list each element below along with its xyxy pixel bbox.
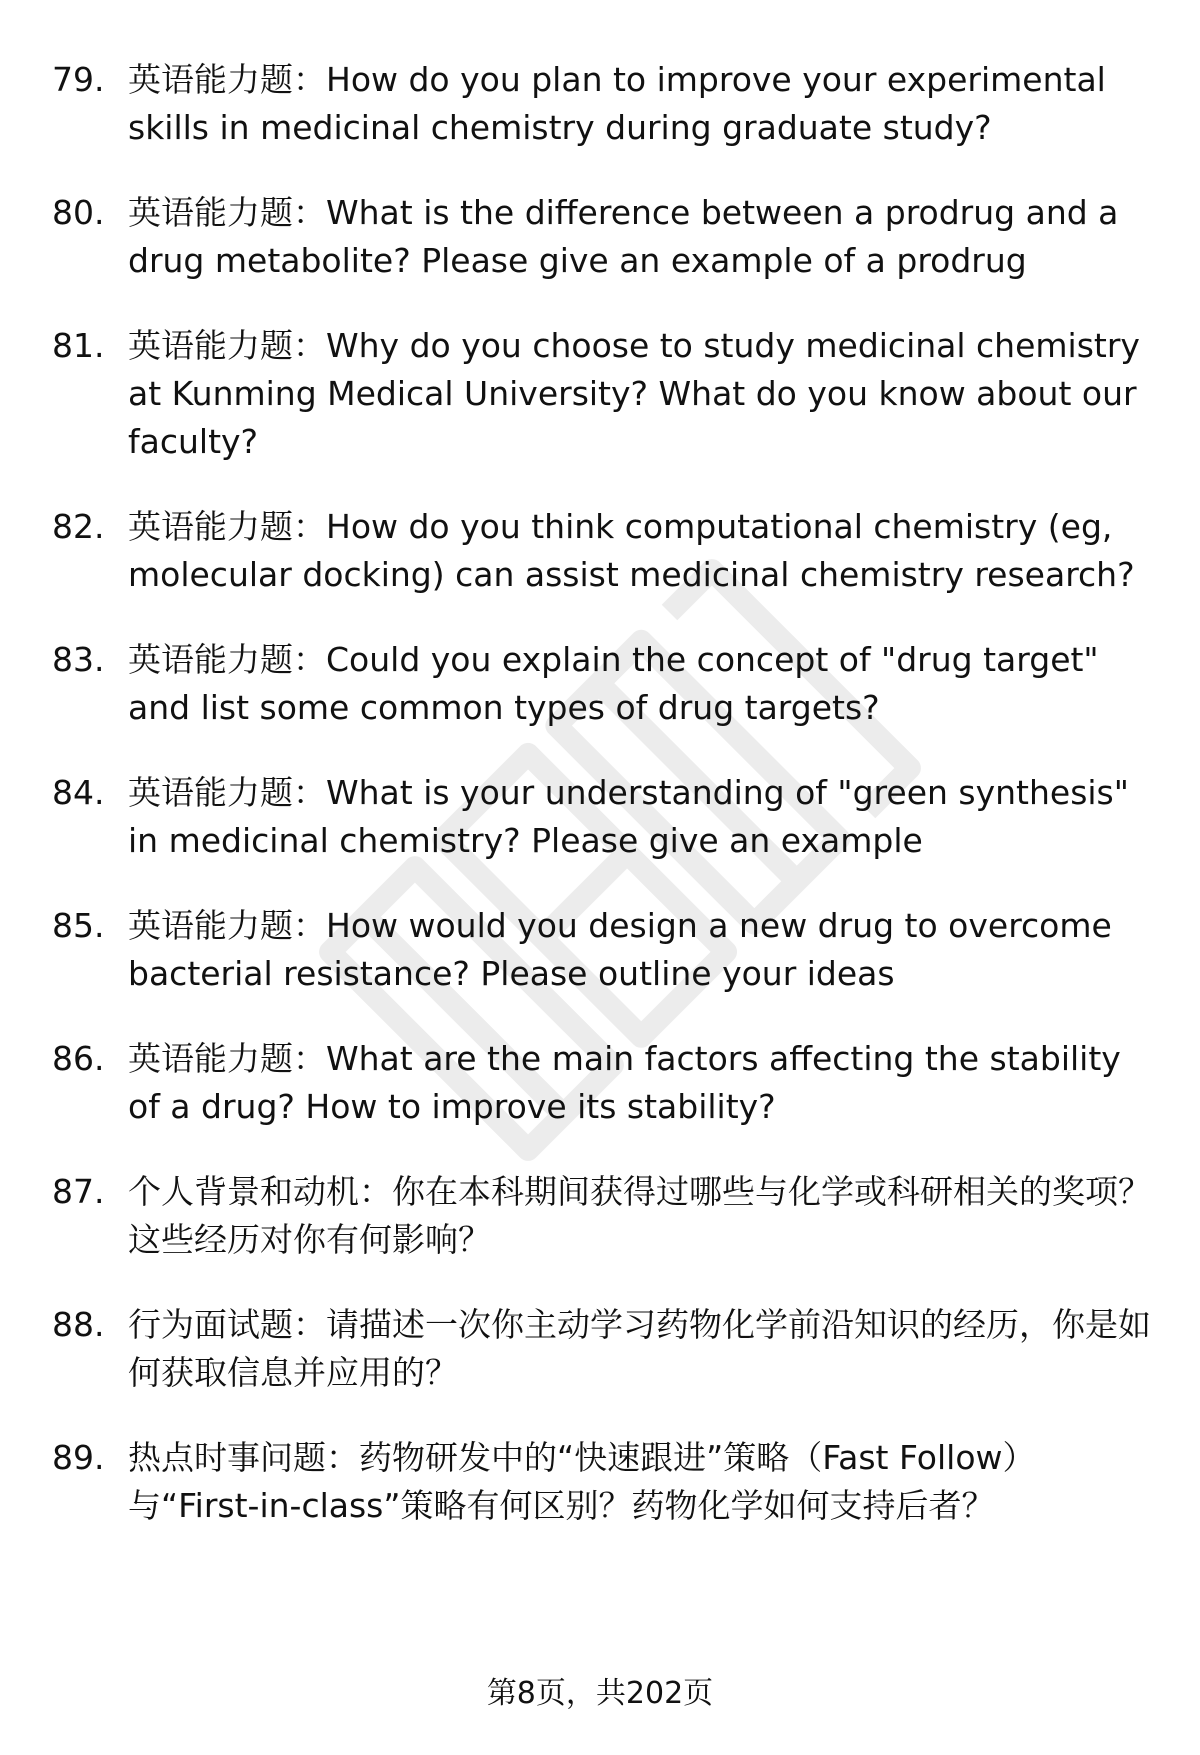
question-text: 英语能力题：Could you explain the concept of "drug target" and list some common types of drug targets? — [128, 640, 1099, 727]
question-item — [52, 189, 1162, 285]
question-number: 89. — [52, 1438, 105, 1477]
question-item — [52, 1434, 1162, 1530]
question-text: 英语能力题：What is your understanding of "green synthesis" in medicinal chemistry? Please give an example — [128, 773, 1129, 860]
question-text: 行为面试题：请描述一次你主动学习药物化学前沿知识的经历，你是如何获取信息并应用的？ — [128, 1305, 1151, 1392]
question-list — [52, 56, 1162, 1567]
question-text: 英语能力题：What are the main factors affecting the stability of a drug? How to improve its stability? — [128, 1039, 1121, 1126]
question-number: 79. — [52, 60, 105, 99]
question-item — [52, 56, 1162, 152]
question-number: 84. — [52, 773, 105, 812]
question-text: 英语能力题：Why do you choose to study medicinal chemistry at Kunming Medical University? What do you know about our faculty? — [128, 326, 1140, 461]
question-item — [52, 1035, 1162, 1131]
question-item — [52, 769, 1162, 865]
question-number: 85. — [52, 906, 105, 945]
question-number: 83. — [52, 640, 105, 679]
question-item — [52, 902, 1162, 998]
question-text: 英语能力题：How do you think computational chemistry (eg, molecular docking) can assist medicinal chemistry research? — [128, 507, 1135, 594]
question-item — [52, 636, 1162, 732]
question-text: 热点时事问题：药物研发中的“快速跟进”策略（Fast Follow）与“First-in-class”策略有何区别？药物化学如何支持后者？ — [128, 1438, 1036, 1525]
question-number: 80. — [52, 193, 105, 232]
question-text: 英语能力题：How would you design a new drug to overcome bacterial resistance? Please outline your ideas — [128, 906, 1112, 993]
question-number: 87. — [52, 1172, 105, 1211]
question-number: 82. — [52, 507, 105, 546]
question-item — [52, 322, 1162, 466]
question-number: 81. — [52, 326, 105, 365]
question-text: 个人背景和动机：你在本科期间获得过哪些与化学或科研相关的奖项？这些经历对你有何影响？ — [128, 1172, 1151, 1259]
question-text: 英语能力题：What is the difference between a prodrug and a drug metabolite? Please give an example of a prodrug — [128, 193, 1119, 280]
question-text: 英语能力题：How do you plan to improve your experimental skills in medicinal chemistry during graduate study? — [128, 60, 1106, 147]
question-item — [52, 1301, 1162, 1397]
question-item — [52, 1168, 1162, 1264]
question-item — [52, 503, 1162, 599]
page-footer: 第8页，共202页 — [486, 1676, 714, 1711]
question-number: 86. — [52, 1039, 105, 1078]
question-number: 88. — [52, 1305, 105, 1344]
